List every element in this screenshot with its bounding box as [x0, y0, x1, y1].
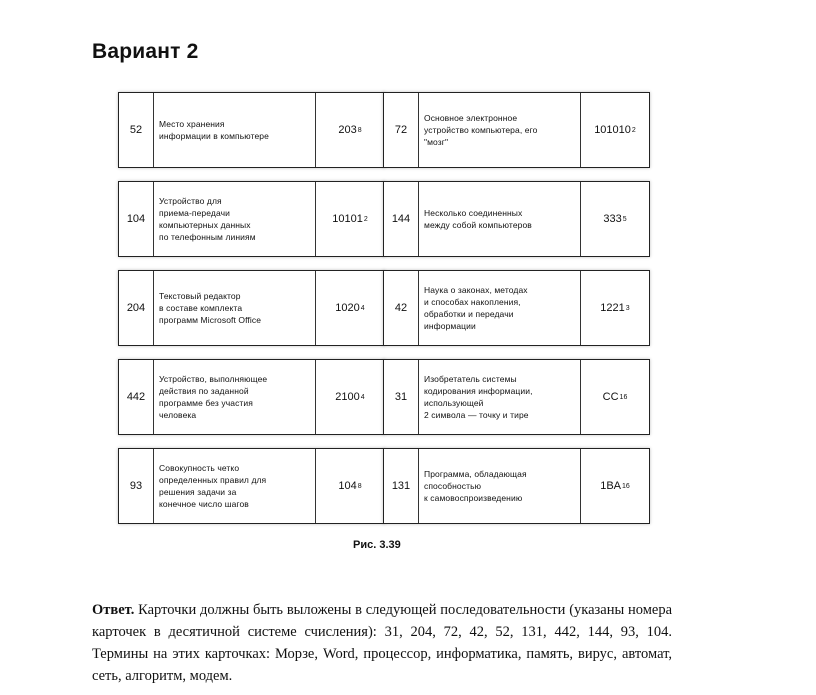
card-value	[316, 93, 384, 167]
card-value-digits: 333	[603, 213, 622, 225]
card-number: 144	[384, 182, 419, 256]
card-description: Основное электронное устройство компьютера, его "мозг"	[419, 93, 581, 167]
card-number: 52	[119, 93, 154, 167]
card-value	[581, 182, 649, 256]
card-value	[581, 449, 649, 523]
card-value-base: 8	[357, 482, 362, 490]
card-description: Совокупность четко определенных правил для решения задачи за конечное число шагов	[154, 449, 316, 523]
card	[383, 270, 650, 346]
answer-paragraph	[92, 599, 672, 687]
card-value	[316, 182, 384, 256]
card-description: Наука о законах, методах и способах накопления, обработки и передачи информации	[419, 271, 581, 345]
card-number: 131	[384, 449, 419, 523]
card-value-base: 16	[622, 482, 630, 490]
answer-text: Карточки должны быть выложены в следующей последовательности (указаны номера карточек в десятичной системе счисления): 31, 204, 72, 42, 52, 131, 442, 144, 93, 104. Термины на этих карточках: Морзе, Word, процессор, информатика, память, вирус, автомат, сеть, алгоритм, модем.	[92, 602, 673, 684]
figure-caption: Рис. 3.39	[353, 539, 401, 551]
page-title: Вариант 2	[92, 40, 199, 63]
card-number: 204	[119, 271, 154, 345]
card-value-digits: 1221	[600, 302, 625, 314]
card-value-digits: 2100	[335, 391, 360, 403]
card-number: 93	[119, 449, 154, 523]
card-value-digits: 10101	[332, 213, 363, 225]
card-description: Устройство для приема-передачи компьютерных данных по телефонным линиям	[154, 182, 316, 256]
card	[118, 270, 385, 346]
card-description: Изобретатель системы кодирования информации, использующей 2 символа — точку и тире	[419, 360, 581, 434]
card-value	[581, 271, 649, 345]
card	[118, 181, 385, 257]
card-value-base: 2	[631, 126, 636, 134]
card-value	[316, 271, 384, 345]
card-value	[581, 93, 649, 167]
card-value-digits: 101010	[594, 124, 631, 136]
card-value-base: 4	[360, 304, 365, 312]
card	[383, 92, 650, 168]
card-value-digits: 1BA	[600, 480, 621, 492]
card-value-digits: 104	[338, 480, 357, 492]
card-value-digits: CC	[602, 391, 619, 403]
card	[118, 359, 385, 435]
card	[383, 448, 650, 524]
card-description: Место хранения информации в компьютере	[154, 93, 316, 167]
card	[383, 359, 650, 435]
card-value-base: 16	[619, 393, 628, 401]
card-value-digits: 1020	[335, 302, 360, 314]
card-description: Программа, обладающая способностью к самовоспроизведению	[419, 449, 581, 523]
card-value	[316, 449, 384, 523]
card-value	[581, 360, 649, 434]
card-number: 31	[384, 360, 419, 434]
card-description: Устройство, выполняющее действия по заданной программе без участия человека	[154, 360, 316, 434]
card-value-base: 8	[357, 126, 362, 134]
card-value-base: 5	[622, 215, 627, 223]
answer-label: Ответ.	[92, 602, 135, 618]
card-description: Текстовый редактор в составе комплекта программ Microsoft Office	[154, 271, 316, 345]
card-number: 104	[119, 182, 154, 256]
card	[118, 92, 385, 168]
card-description: Несколько соединенных между собой компьютеров	[419, 182, 581, 256]
card-value	[316, 360, 384, 434]
card-value-base: 4	[360, 393, 365, 401]
card-number: 42	[384, 271, 419, 345]
card	[383, 181, 650, 257]
card-value-base: 3	[625, 304, 630, 312]
card-value-digits: 203	[338, 124, 357, 136]
card-number: 72	[384, 93, 419, 167]
card-number: 442	[119, 360, 154, 434]
card	[118, 448, 385, 524]
card-value-base: 2	[363, 215, 368, 223]
